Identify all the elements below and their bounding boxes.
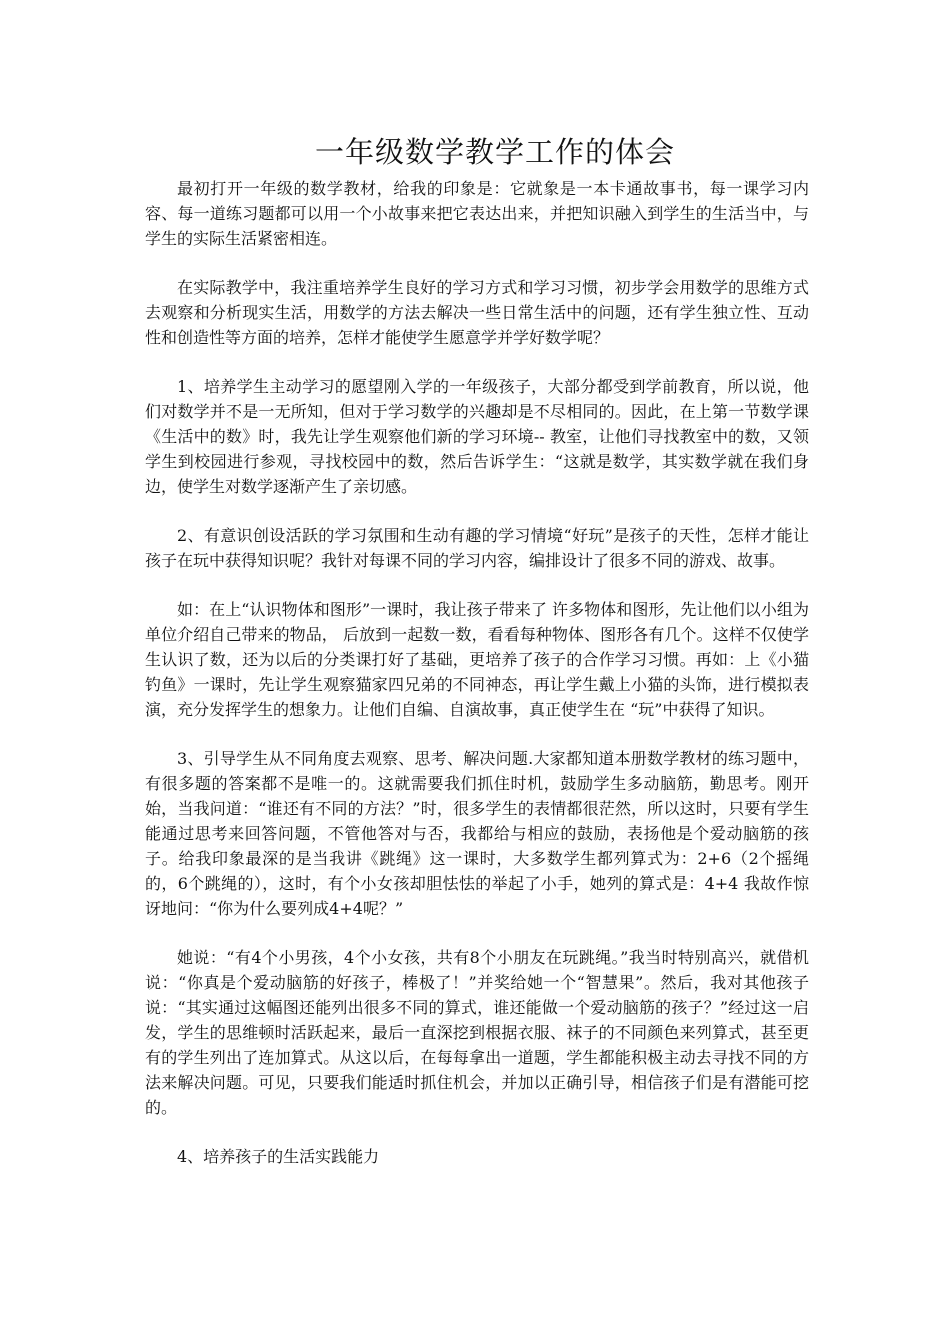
paragraph-example: 如：在上“认识物体和图形”一课时，我让孩子带来了 许多物体和图形，先让他们以小组为单位介绍自己带来的物品， 后放到一起数一数，看看每种物体、图形各有几个。这样不仅使学生认识了数，还为以后的分类课打好了基础，更培养了孩子的合作学习习惯。再如：上《小猫钓鱼》一课时，先让学生观察猫家四兄弟的不同神态，再让学生戴上小猫的头饰，进行模拟表演，充分发挥学生的想象力。让他们自编、自演故事，真正使学生在 “玩”中获得了知识。	[145, 600, 809, 719]
paragraph-story: 她说：“有4个小男孩，4个小女孩，共有8个小朋友在玩跳绳。”我当时特别高兴，就借机说：“你真是个爱动脑筋的好孩子，棒极了！”并奖给她一个“智慧果”。然后，我对其他孩子说：“其实通过这幅图还能列出很多不同的算式，谁还能做一个爱动脑筋的孩子？”经过这一启发，学生的思维顿时活跃起来，最后一直深挖到根据衣服、袜子的不同颜色来列算式，甚至更有的学生列出了连加算式。从这以后，在每每拿出一道题，学生都能积极主动去寻找不同的方法来解决问题。可见，只要我们能适时抓住机会，并加以正确引导，相信孩子们是有潜能可挖的。	[145, 948, 809, 1117]
paragraph-point-2: 2、有意识创设活跃的学习氛围和生动有趣的学习情境“好玩”是孩子的天性，怎样才能让孩子在玩中获得知识呢？我针对每课不同的学习内容，编排设计了很多不同的游戏、故事。	[145, 526, 809, 570]
paragraph-point-1: 1、培养学生主动学习的愿望刚入学的一年级孩子，大部分都受到学前教育，所以说，他们对数学并不是一无所知，但对于学习数学的兴趣却是不尽相同的。因此，在上第一节数学课《生活中的数》时，我先让学生观察他们新的学习环境-- 教室，让他们寻找教室中的数，又领学生到校园进行参观，寻找校园中的数，然后告诉学生：“这就是数学，其实数学就在我们身边，使学生对数学逐渐产生了亲切感。	[145, 377, 809, 496]
paragraph-practice: 在实际教学中，我注重培养学生良好的学习方式和学习习惯，初步学会用数学的思维方式去观察和分析现实生活，用数学的方法去解决一些日常生活中的问题，还有学生独立性、互动性和创造性等方面的培养，怎样才能使学生愿意学并学好数学呢？	[145, 278, 809, 347]
document-body	[145, 176, 809, 1193]
document-title: 一年级数学教学工作的体会	[314, 135, 675, 169]
paragraph-point-4: 4、培养孩子的生活实践能力	[177, 1147, 380, 1166]
paragraph-point-3: 3、引导学生从不同角度去观察、思考、解决问题.大家都知道本册数学教材的练习题中，有很多题的答案都不是唯一的。这就需要我们抓住时机，鼓励学生多动脑筋，勤思考。刚开始，当我问道：“谁还有不同的方法？”时，很多学生的表情都很茫然，所以这时，只要有学生能通过思考来回答问题，不管他答对与否，我都给与相应的鼓励，表扬他是个爱动脑筋的孩子。给我印象最深的是当我讲《跳绳》这一课时，大多数学生都列算式为：2+6（2个摇绳的，6个跳绳的），这时，有个小女孩却胆怯怯的举起了小手，她列的算式是：4+4 我故作惊讶地问：“你为什么要列成4+4呢？”	[145, 749, 809, 918]
paragraph-intro: 最初打开一年级的数学教材，给我的印象是：它就象是一本卡通故事书，每一课学习内容、每一道练习题都可以用一个小故事来把它表达出来，并把知识融入到学生的生活当中，与学生的实际生活紧密相连。	[145, 179, 809, 248]
